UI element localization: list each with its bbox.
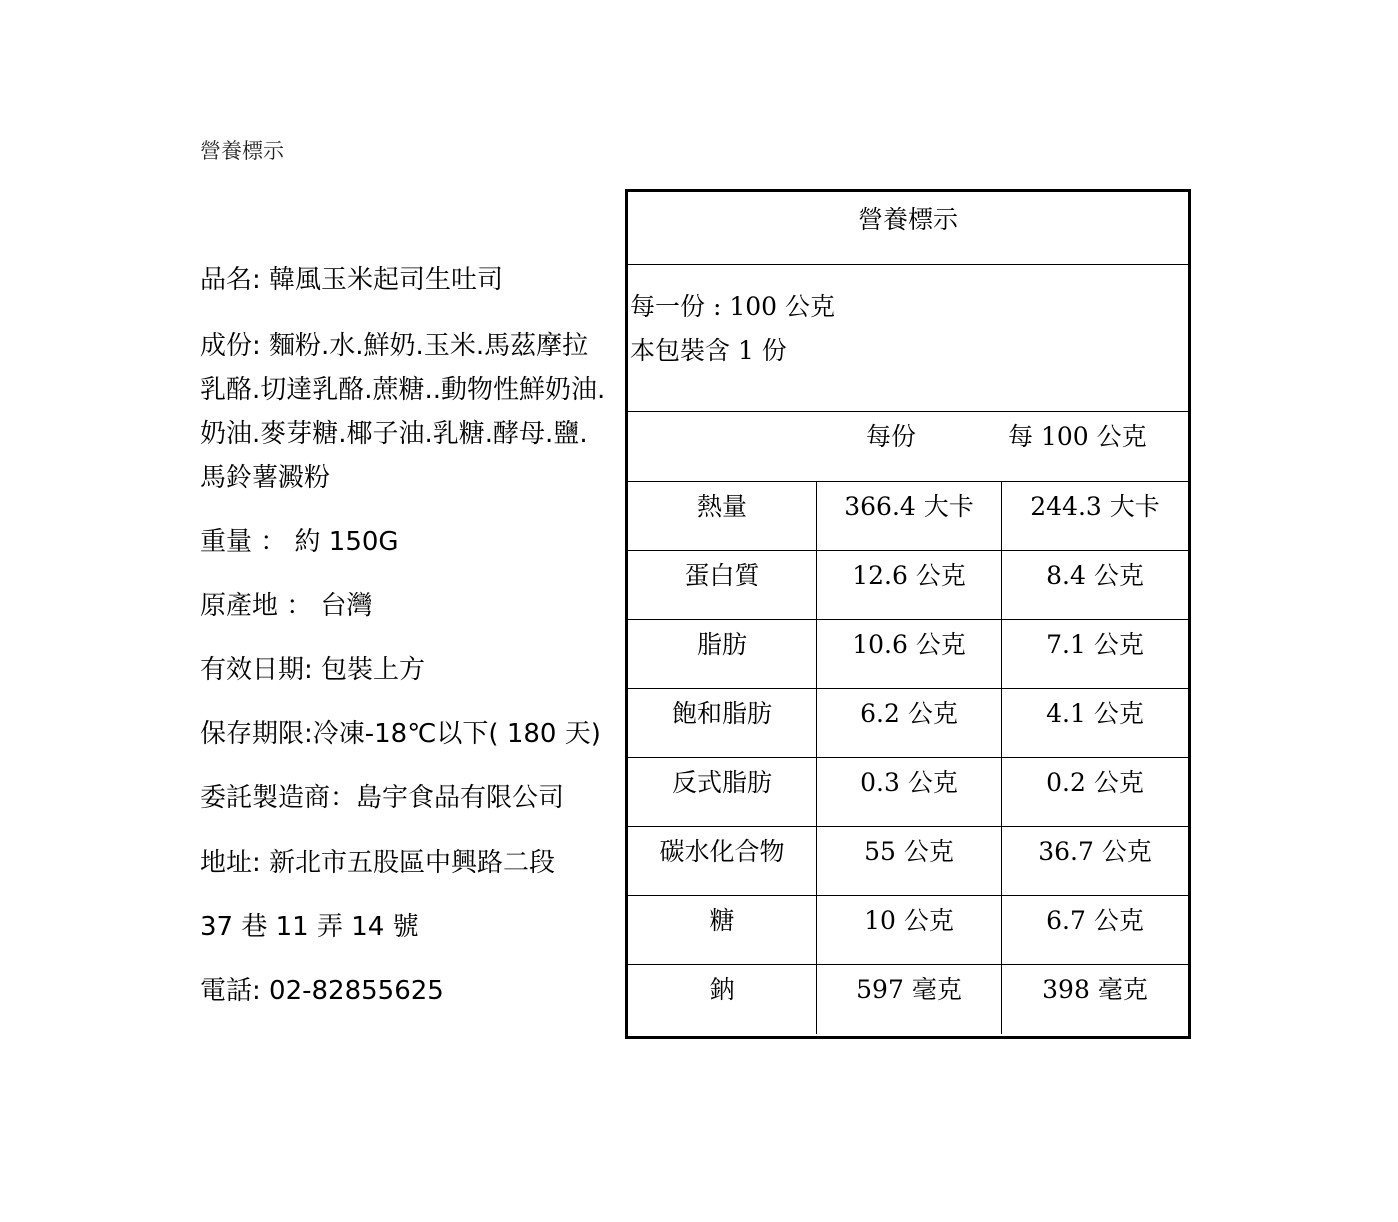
nutrient-per-100g: 7.1 公克 [1046, 630, 1144, 659]
nutrient-per-serving: 10 公克 [817, 896, 1002, 964]
product-origin: 原產地 ： 台灣 [200, 591, 373, 621]
nutrition-rows [628, 482, 1188, 1034]
nutrient-name: 脂肪 [628, 620, 817, 688]
product-storage: 保存期限:冷凍-18℃以下( 180 天) [200, 719, 601, 749]
column-header-per-serving: 每份 [866, 422, 917, 451]
nutrient-name: 鈉 [628, 965, 817, 1034]
page-header-title: 營養標示 [200, 139, 284, 163]
nutrient-name: 糖 [628, 896, 817, 964]
table-row [628, 758, 1188, 827]
nutrient-per-serving: 366.4 大卡 [817, 482, 1002, 550]
product-manufacturer: 委託製造商：島宇食品有限公司 [200, 783, 565, 813]
nutrient-name: 反式脂肪 [628, 758, 817, 826]
nutrient-per-100g: 8.4 公克 [1046, 561, 1144, 590]
product-address-line1: 地址: 新北市五股區中興路二段 [200, 848, 556, 878]
nutrition-title: 營養標示 [628, 192, 1188, 265]
product-address-line2: 37 巷 11 弄 14 號 [200, 912, 419, 942]
table-row [628, 965, 1188, 1034]
nutrient-name: 飽和脂肪 [628, 689, 817, 757]
nutrient-per-serving: 0.3 公克 [817, 758, 1002, 826]
nutrient-name: 碳水化合物 [628, 827, 817, 895]
nutrient-per-100g: 244.3 大卡 [1030, 492, 1160, 521]
nutrient-per-serving: 10.6 公克 [817, 620, 1002, 688]
nutrient-per-serving: 55 公克 [817, 827, 1002, 895]
nutrient-per-100g: 4.1 公克 [1046, 699, 1144, 728]
table-row [628, 620, 1188, 689]
table-row [628, 827, 1188, 896]
column-header-per-100g: 每 100 公克 [1008, 422, 1147, 451]
nutrition-column-headers [628, 412, 1188, 482]
servings-per-package: 本包裝含 1 份 [630, 336, 787, 365]
nutrient-per-100g: 0.2 公克 [1046, 768, 1144, 797]
table-row [628, 551, 1188, 620]
product-name: 品名: 韓風玉米起司生吐司 [200, 265, 504, 295]
nutrient-per-100g: 6.7 公克 [1046, 906, 1144, 935]
nutrient-per-100g: 36.7 公克 [1038, 837, 1152, 866]
product-ingredients: 成份: 麵粉.水.鮮奶.玉米.馬茲摩拉乳酪.切達乳酪.蔗糖..動物性鮮奶油.奶油.麥芽糖.椰子油.乳糖.酵母.鹽.馬鈴薯澱粉 [200, 331, 606, 493]
nutrition-serving-info [628, 265, 1188, 412]
nutrient-per-serving: 6.2 公克 [817, 689, 1002, 757]
product-phone: 電話: 02-82855625 [200, 976, 444, 1006]
nutrient-per-100g: 398 毫克 [1042, 975, 1148, 1004]
table-row [628, 482, 1188, 551]
serving-size: 每一份 : 100 公克 [630, 292, 835, 321]
table-row [628, 896, 1188, 965]
product-weight: 重量 ： 約 150G [200, 527, 399, 557]
product-expiry: 有效日期: 包裝上方 [200, 655, 426, 685]
nutrient-per-serving: 12.6 公克 [817, 551, 1002, 619]
nutrient-name: 蛋白質 [628, 551, 817, 619]
table-row [628, 689, 1188, 758]
nutrient-name: 熱量 [628, 482, 817, 550]
nutrition-table [625, 189, 1191, 1039]
nutrient-per-serving: 597 毫克 [817, 965, 1002, 1034]
